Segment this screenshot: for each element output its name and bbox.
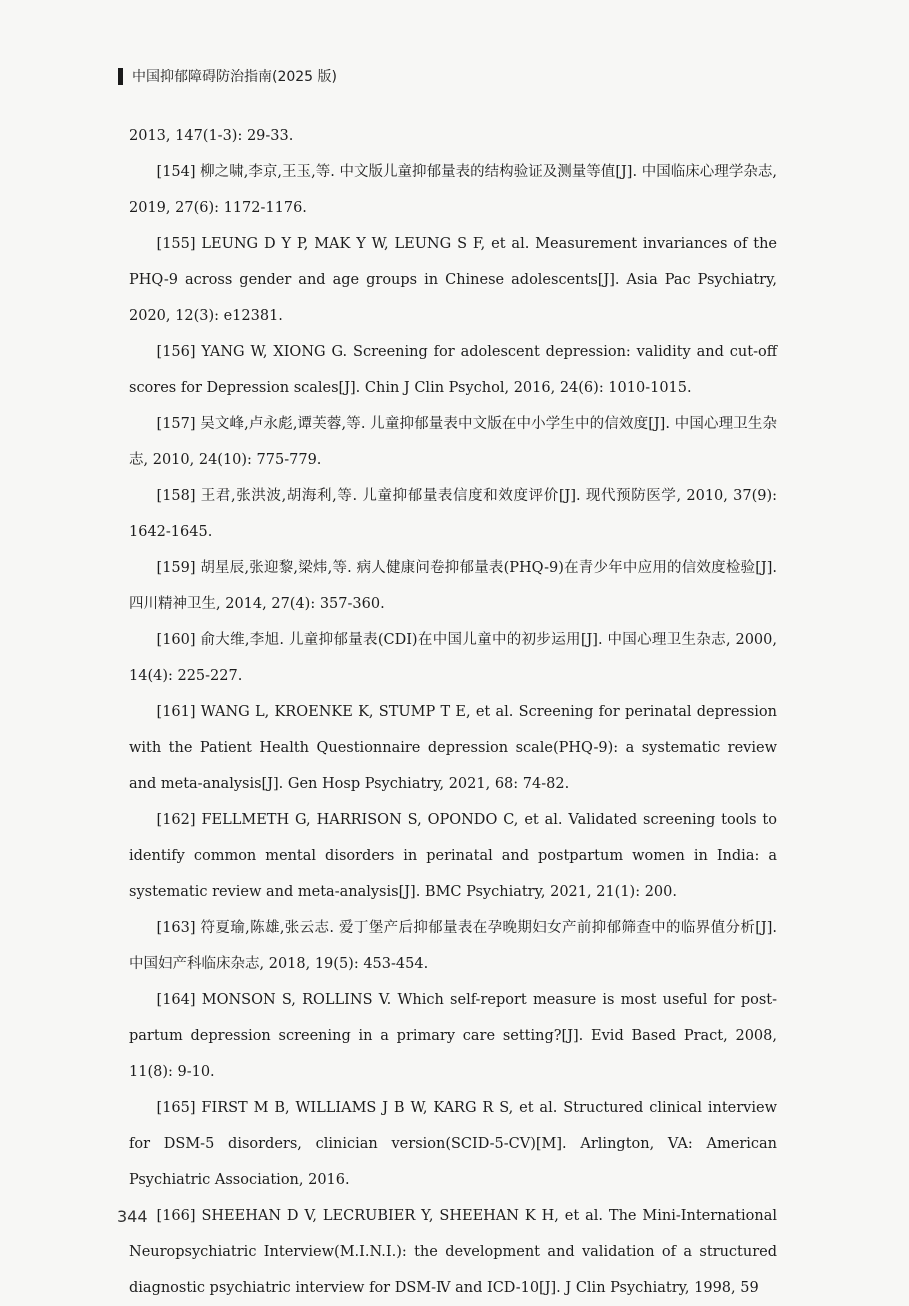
reference-list <box>129 118 777 1306</box>
reference-155: [155] LEUNG D Y P, MAK Y W, LEUNG S F, et al. Measurement invariances of the PHQ-9 across gender and age groups in Chinese adolescents[J]. Asia Pac Psychiatry, 2020, 12(3): e12381. <box>129 236 777 324</box>
reference-163: [163] 符夏瑜,陈雄,张云志. 爱丁堡产后抑郁量表在孕晚期妇女产前抑郁筛查中的临界值分析[J]. 中国妇产科临床杂志, 2018, 19(5): 453-454. <box>129 920 777 972</box>
reference-161: [161] WANG L, KROENKE K, STUMP T E, et al. Screening for perinatal depression with the Patient Health Questionnaire depression scale(PHQ-9): a systematic review and meta-analysis[J]. Gen Hosp Psychiatry, 2021, 68: 74-82. <box>129 704 777 792</box>
running-header <box>118 66 337 86</box>
reference-165: [165] FIRST M B, WILLIAMS J B W, KARG R S, et al. Structured clinical interview for DSM-5 disorders, clinician version(SCID-5-CV)[M]. Arlington, VA: American Psychiatric Association, 2016. <box>129 1100 777 1188</box>
reference-159: [159] 胡星辰,张迎黎,梁炜,等. 病人健康问卷抑郁量表(PHQ-9)在青少年中应用的信效度检验[J]. 四川精神卫生, 2014, 27(4): 357-360. <box>129 560 777 612</box>
page-number: 344 <box>117 1207 148 1226</box>
reference-162: [162] FELLMETH G, HARRISON S, OPONDO C, et al. Validated screening tools to identify common mental disorders in perinatal and postpartum women in India: a systematic review and meta-analysis[J]. BMC Psychiatry, 2021, 21(1): 200. <box>129 812 777 900</box>
header-marker <box>118 68 123 85</box>
reference-160: [160] 俞大维,李旭. 儿童抑郁量表(CDI)在中国儿童中的初步运用[J]. 中国心理卫生杂志, 2000, 14(4): 225-227. <box>129 632 777 684</box>
header-title: 中国抑郁障碍防治指南(2025 版) <box>132 69 338 85</box>
reference-164: [164] MONSON S, ROLLINS V. Which self-report measure is most useful for post-partum depression screening in a primary care setting?[J]. Evid Based Pract, 2008, 11(8): 9-10. <box>129 992 777 1080</box>
reference-158: [158] 王君,张洪波,胡海利,等. 儿童抑郁量表信度和效度评价[J]. 现代预防医学, 2010, 37(9): 1642-1645. <box>129 488 777 540</box>
reference-156: [156] YANG W, XIONG G. Screening for adolescent depression: validity and cut-off scores for Depression scales[J]. Chin J Clin Psychol, 2016, 24(6): 1010-1015. <box>129 344 777 396</box>
reference-166: [166] SHEEHAN D V, LECRUBIER Y, SHEEHAN K H, et al. The Mini-International Neuropsychiatric Interview(M.I.N.I.): the development and validation of a structured diagnostic psychiatric interview for DSM-Ⅳ and ICD-10[J]. J Clin Psychiatry, 1998, 59 <box>129 1208 777 1296</box>
reference-157: [157] 吴文峰,卢永彪,谭芙蓉,等. 儿童抑郁量表中文版在中小学生中的信效度[J]. 中国心理卫生杂志, 2010, 24(10): 775-779. <box>129 416 777 468</box>
reference-154: [154] 柳之啸,李京,王玉,等. 中文版儿童抑郁量表的结构验证及测量等值[J]. 中国临床心理学杂志, 2019, 27(6): 1172-1176. <box>129 164 777 216</box>
reference-continuation: 2013, 147(1-3): 29-33. <box>129 128 294 144</box>
